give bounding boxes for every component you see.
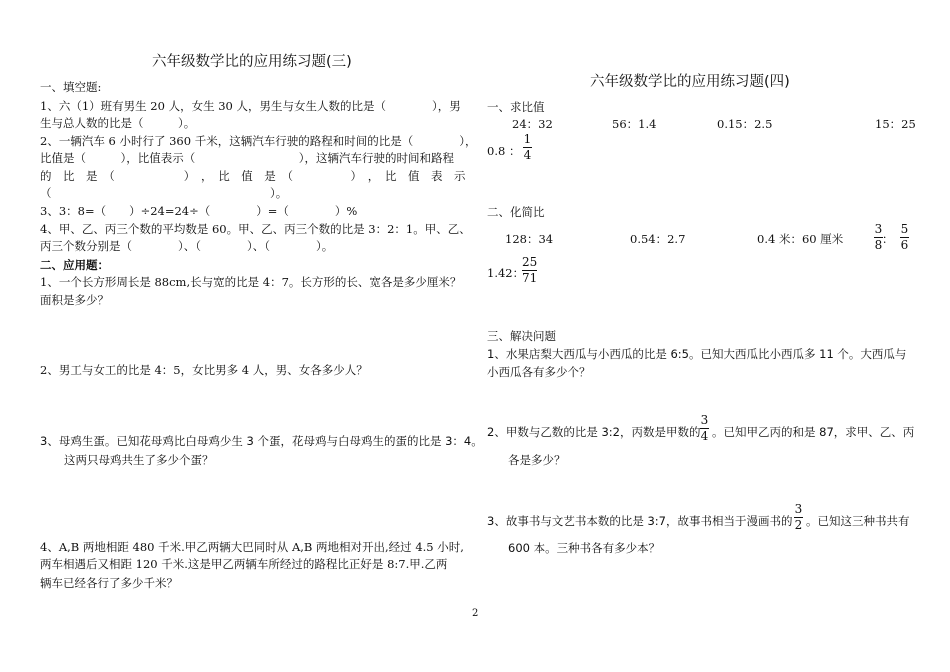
simplify-item-5-fraction — [522, 256, 537, 285]
ratio-item-4: 15：25 — [875, 117, 916, 131]
page-number: 2 — [472, 608, 479, 619]
app-q1-line2: 面积是多少？ — [40, 293, 109, 307]
ratio-item-5-prefix: 0.8 ： — [487, 144, 521, 158]
ratio-item-3: 0.15：2.5 — [717, 117, 773, 131]
simplify-item-2: 0.54：2.7 — [630, 232, 686, 246]
left-section-application: 二、应用题： — [40, 258, 109, 272]
solve-p1-line2: 小西瓜各有多少个？ — [487, 365, 591, 379]
fraction-denominator: 4 — [700, 429, 709, 443]
simplify-item-4-colon: ： — [882, 232, 894, 246]
fill-q1-line1: 1、六（1）班有男生 20 人，女生 30 人，男生与女生人数的比是（ ），男 — [40, 99, 461, 113]
app-q4-line1: 4、A,B 两地相距 480 千米.甲乙两辆大巴同时从 A,B 两地相对开出,经过 4.5 小时, — [40, 540, 464, 554]
ratio-item-5-fraction — [523, 133, 532, 162]
app-q2-line1: 2、男工与女工的比是 4：5，女比男多 4 人，男、女各多少人？ — [40, 363, 368, 377]
right-section-solve: 三、解决问题 — [487, 329, 556, 343]
solve-p2-post: 。已知甲乙丙的和是 87，求甲、乙、丙 — [712, 425, 915, 439]
ratio-item-2: 56：1.4 — [612, 117, 657, 131]
app-q3-line2: 这两只母鸡共生了多少个蛋？ — [64, 453, 214, 467]
app-q4-line2: 两车相遇后又相距 120 千米.这是甲乙两辆车所经过的路程比正好是 8:7.甲.乙两 — [40, 557, 448, 571]
fill-q3-line1: 3、3：8=（ ）÷24=24÷（ ）=（ ）% — [40, 204, 358, 218]
simplify-item-4-fraction-b — [900, 223, 909, 252]
solve-p2-fraction — [700, 414, 709, 443]
right-title: 六年级数学比的应用练习题(四) — [590, 74, 790, 90]
solve-p3-post: 。已知这三种书共有 — [806, 514, 910, 528]
app-q1-line1: 1、一个长方形周长是 88cm,长与宽的比是 4：7。长方形的长、宽各是多少厘米？ — [40, 275, 462, 289]
solve-p3-pre: 3、故事书与文艺书本数的比是 3:7，故事书相当于漫画书的 — [487, 514, 793, 528]
right-section-simplify: 二、化简比 — [487, 205, 545, 219]
right-section-ratio: 一、求比值 — [487, 100, 545, 114]
left-title: 六年级数学比的应用练习题(三) — [152, 54, 352, 70]
fraction-denominator: 4 — [523, 148, 532, 162]
fraction-numerator: 25 — [522, 255, 538, 269]
simplify-item-1: 128：34 — [505, 232, 554, 246]
solve-p2-pre: 2、甲数与乙数的比是 3:2，丙数是甲数的 — [487, 425, 701, 439]
fill-q2-line3: 的 比 是 （ ） ， 比 值 是 （ ） ， 比 值 表 示 — [40, 169, 466, 183]
app-q4-line3: 辆车已经各行了多少千米？ — [40, 576, 178, 590]
left-section-fill: 一、填空题: — [40, 80, 102, 94]
app-q3-line1: 3、母鸡生蛋。已知花母鸡比白母鸡少生 3 个蛋，花母鸡与白母鸡生的蛋的比是 3：4。 — [40, 434, 483, 448]
solve-p3-line2: 600 本。三种书各有多少本？ — [508, 541, 661, 555]
fraction-numerator: 1 — [523, 132, 532, 146]
fraction-denominator: 8 — [874, 238, 883, 252]
simplify-item-5-prefix: 1.42： — [487, 266, 525, 280]
fraction-denominator: 2 — [794, 518, 803, 532]
fraction-numerator: 3 — [700, 413, 709, 427]
solve-p2-line2: 各是多少？ — [508, 453, 566, 467]
fill-q1-line2: 生与总人数的比是（ ）。 — [40, 116, 196, 130]
solve-p3-fraction — [794, 503, 803, 532]
fill-q4-line1: 4、甲、乙、丙三个数的平均数是 60。甲、乙、丙三个数的比是 3：2：1。甲、乙、 — [40, 222, 471, 236]
solve-p1-line1: 1、水果店梨大西瓜与小西瓜的比是 6:5。已知大西瓜比小西瓜多 11 个。大西瓜与 — [487, 347, 907, 361]
fraction-denominator: 71 — [522, 271, 538, 285]
fraction-numerator: 3 — [874, 222, 883, 236]
fraction-numerator: 5 — [900, 222, 909, 236]
fill-q4-line2: 丙三个数分别是（ ）、（ ）、（ ）。 — [40, 239, 334, 253]
fill-q2-line4: （ ）。 — [40, 186, 288, 200]
ratio-item-1: 24：32 — [512, 117, 553, 131]
fraction-denominator: 6 — [900, 238, 909, 252]
fill-q2-line2: 比值是（ ），比值表示（ ），这辆汽车行驶的时间和路程 — [40, 151, 454, 165]
simplify-item-3: 0.4 米：60 厘米 — [757, 232, 844, 246]
fill-q2-line1: 2、一辆汽车 6 小时行了 360 千米，这辆汽车行驶的路程和时间的比是（ ）， — [40, 134, 477, 148]
fraction-numerator: 3 — [794, 502, 803, 516]
